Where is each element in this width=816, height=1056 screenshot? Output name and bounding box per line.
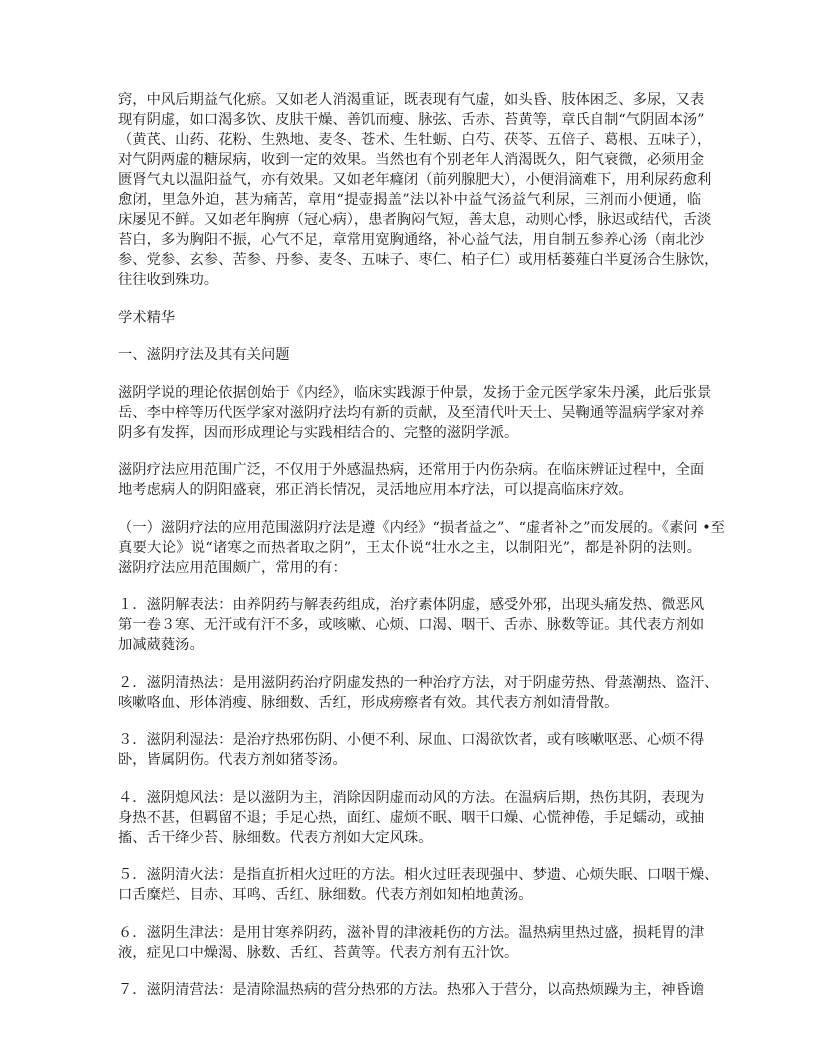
paragraph xyxy=(118,673,719,713)
text-line: ６．滋阴生津法：是用甘寒养阴药，滋补胃的津液耗伤的方法。温热病里热过盛，损耗胃的津 xyxy=(118,924,705,941)
text-line: 真要大论》说“诸寒之而热者取之阴”，王太仆说“壮水之主，以制阳光”，都是补阴的法则。 xyxy=(118,539,701,556)
text-line: 一、滋阴疗法及其有关问题 xyxy=(118,347,290,363)
text-line: 阴多有发挥，因而形成理论与实践相结合的、完整的滋阴学派。 xyxy=(118,424,519,441)
text-line: （一）滋阴疗法的应用范围滋阴疗法是遵《内经》“损者益之”、“虚者补之”而发展的。《素问 •至 xyxy=(118,519,725,536)
text-line: 搐、舌干绛少苔、脉细数。代表方剂如大定风珠。 xyxy=(118,829,433,846)
text-line: ３．滋阴利湿法：是治疗热邪伤阴、小便不利、尿血、口渴欲饮者，或有咳嗽呕恶、心烦不得 xyxy=(118,732,705,748)
text-line: 岳、李中梓等历代医学家对滋阴疗法均有新的贡献，及至清代叶天士、吴鞠通等温病学家对养 xyxy=(118,404,705,421)
document-body xyxy=(118,90,725,1018)
text-line: 滋阴疗法应用范围广泛，不仅用于外感温热病，还常用于内伤杂病。在临床辨证过程中，全面 xyxy=(118,462,705,478)
text-line: 往往收到殊功。 xyxy=(118,272,219,288)
text-line: 滋阴疗法应用范围颇广，常用的有： xyxy=(118,559,347,576)
text-line: 现有阴虚，如口渴多饮、皮肤干燥、善饥而瘦、脉弦、舌赤、苔黄等，章氏自制“气阴固本汤” xyxy=(118,112,705,128)
text-line: ５．滋阴清火法：是指直折相火过旺的方法。相火过旺表现强中、梦遗、心烦失眠、口咽干燥、 xyxy=(118,867,719,883)
text-line: ２．滋阴清热法：是用滋阴药治疗阴虚发热的一种治疗方法，对于阴虚劳热、骨蒸潮热、盗汗、 xyxy=(118,674,719,691)
section-heading xyxy=(118,308,701,328)
text-line: 咳嗽咯血、形体消瘦、脉细数、舌红，形成痨瘵者有效。其代表方剂如清骨散。 xyxy=(118,694,619,711)
text-line: （黄芪、山药、花粉、生熟地、麦冬、苍术、生牡蛎、白芍、茯苓、五倍子、葛根、五味子）， xyxy=(118,132,712,148)
paragraph xyxy=(118,730,705,770)
paragraph xyxy=(118,518,725,578)
text-line: 液，症见口中燥渴、脉数、舌红、苔黄等。代表方剂有五汁饮。 xyxy=(118,944,519,961)
text-line: 床屡见不鲜。又如老年胸痹（冠心病），患者胸闷气短，善太息，动则心悸，脉迟或结代，舌淡 xyxy=(118,212,712,228)
paragraph xyxy=(118,90,719,290)
text-line: 窍，中风后期益气化瘀。又如老人消渴重证，既表现有气虚，如头昏、肢体困乏、多尿，又表 xyxy=(118,92,705,108)
paragraph xyxy=(118,980,705,1000)
text-line: １．滋阴解表法：由养阴药与解表药组成，治疗素体阴虚，感受外邪，出现头痛发热、微恶风 xyxy=(118,597,705,613)
text-line: 身热不甚，但羁留不退；手足心热，面红、虚烦不眠、咽干口燥、心慌神倦，手足蠕动，或抽 xyxy=(118,809,705,826)
text-line: ４．滋阴熄风法：是以滋阴为主，消除因阴虚而动风的方法。在温病后期，热伤其阴，表现为 xyxy=(118,789,705,806)
text-line: 第一卷３寒、无汗或有汗不多，或咳嗽、心烦、口渴、咽干、舌赤、脉数等证。其代表方剂如 xyxy=(118,617,705,633)
text-line: 愈闭，里急外迫，甚为痛苦，章用“提壶揭盖”法以补中益气汤益气利尿，三剂而小便通，临 xyxy=(118,192,701,208)
text-line: 匮肾气丸以温阳益气，亦有效果。又如老年癃闭（前列腺肥大），小便涓滴难下，用利尿药愈利 xyxy=(118,172,712,188)
paragraph xyxy=(118,595,705,655)
paragraph xyxy=(118,865,719,905)
paragraph xyxy=(118,460,705,500)
text-line: 卧，皆属阴伤。代表方剂如猪苓汤。 xyxy=(118,752,347,768)
text-line: 对气阴两虚的糖尿病，收到一定的效果。当然也有个别老年人消渴既久，阳气衰微，必须用金 xyxy=(118,152,705,168)
text-line: 苔白，多为胸阳不振，心气不足，章常用宽胸通络，补心益气法，用自制五参养心汤（南北沙 xyxy=(118,232,705,248)
paragraph xyxy=(118,788,705,848)
paragraph xyxy=(118,383,712,443)
text-line: 地考虑病人的阴阳盛衰，邪正消长情况，灵活地应用本疗法，可以提高临床疗效。 xyxy=(118,482,633,498)
paragraph xyxy=(118,923,705,963)
text-line: 学术精华 xyxy=(118,309,176,326)
text-line: 口舌糜烂、目赤、耳鸣、舌红、脉细数。代表方剂如知柏地黄汤。 xyxy=(118,887,533,903)
text-line: 参、党参、玄参、苦参、丹参、麦冬、五味子、枣仁、柏子仁）或用栝蒌薤白半夏汤合生脉饮， xyxy=(118,252,719,268)
subsection-heading xyxy=(118,345,701,365)
text-line: 加减葳蕤汤。 xyxy=(118,637,204,653)
text-line: 滋阴学说的理论依据创始于《内经》，临床实践源于仲景，发扬于金元医学家朱丹溪，此后张景 xyxy=(118,384,712,401)
text-line: ７．滋阴清营法：是清除温热病的营分热邪的方法。热邪入于营分，以高热烦躁为主，神昏谵 xyxy=(118,982,705,998)
